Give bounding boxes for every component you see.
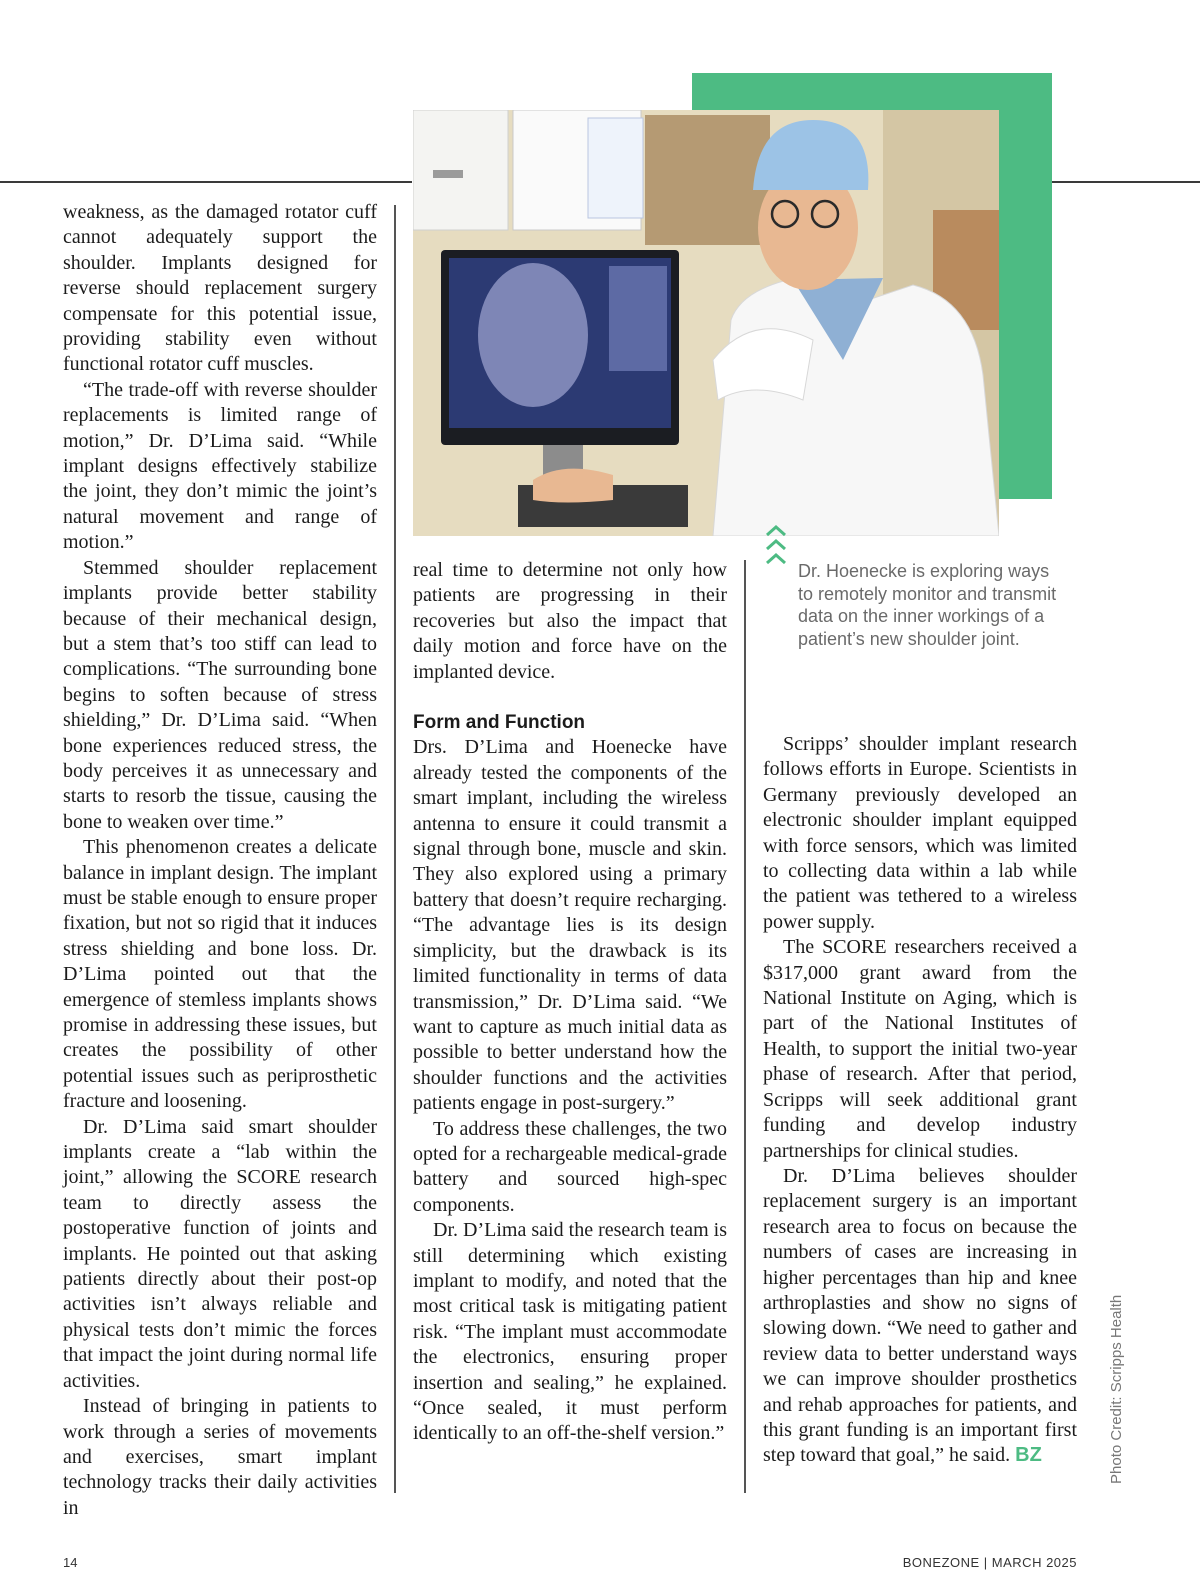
paragraph: Instead of bringing in patients to work through a series of movements and exercises, smart implant technology tracks their daily activities in xyxy=(63,1395,377,1519)
paragraph: “The trade-off with reverse shoulder replacements is limited range of motion,” Dr. D’Lima said. “While implant designs effectively stabilize the joint, they don’t mimic the joint’s natural movement and range of motion.” xyxy=(63,378,377,554)
paragraph-text: Dr. D’Lima believes shoulder replacement surgery is an important research area to focus on because the numbers of cases are increasing in higher percentages than hip and knee arthroplasties and show no signs of slowing down. “We need to gather and review data to better understand ways we can improve shoulder prosthetics and rehab approaches for patients, and this grant funding is an important first step toward that goal,” he said. xyxy=(763,1164,1077,1467)
column-2 xyxy=(413,558,727,1447)
photo-caption: Dr. Hoenecke is exploring ways to remotely monitor and transmit data on the inner workings of a patient’s new shoulder joint. xyxy=(798,561,1057,650)
doctor-photo xyxy=(413,110,999,536)
header-rule-right xyxy=(1052,181,1200,183)
paragraph: Scripps’ shoulder implant research follows efforts in Europe. Scientists in Germany previously developed an electronic shoulder implant equipped with force sensors, which was limited to collecting data within a lab while the patient was tethered to a wireless power supply. xyxy=(763,733,1077,933)
paragraph: The SCORE researchers received a $317,000 grant award from the National Institute on Aging, which is part of the National Institutes of Health, to support the initial two-year phase of research. After that period, Scripps will seek additional grant funding and develop industry partnerships for clinical studies. xyxy=(763,936,1077,1162)
paragraph: Dr. D’Lima said the research team is still determining which existing implant to modify, and noted that the most critical task is mitigating patient risk. “The implant must accommodate the electronics, ensuring proper insertion and sealing,” he explained. “Once sealed, it must perform identically to an off-the-shelf version.” xyxy=(413,1219,727,1445)
section-heading: Form and Function xyxy=(413,712,586,734)
column-3 xyxy=(763,732,1077,1469)
chevron-up-icon xyxy=(764,523,788,571)
column-1 xyxy=(63,200,377,1521)
paragraph: This phenomenon creates a delicate balance in implant design. The implant must be stable enough to ensure proper fixation, but not so rigid that it induces stress shielding and bone loss. Dr. D’Lima pointed out that the emergence of stemless implants shows promise in addressing these issues, but creates the possibility of other potential issues such as periprosthetic fracture and loosening. xyxy=(63,836,377,1113)
header-rule-left xyxy=(0,181,412,183)
column-divider-2 xyxy=(744,560,746,1493)
photo-credit: Photo Credit: Scripps Health xyxy=(1108,1294,1125,1484)
paragraph: real time to determine not only how patients are progressing in their recoveries but also the impact that daily motion and force have on the implanted device. xyxy=(413,559,727,683)
paragraph: Dr. D’Lima said smart shoulder implants create a “lab within the joint,” allowing the SCORE research team to directly assess the postoperative function of joints and implants. He pointed out that asking patients directly about their post-op activities isn’t always reliable and physical tests don’t mimic the forces that impact the joint during normal life activities. xyxy=(63,1115,377,1392)
paragraph: Stemmed shoulder replacement implants provide better stability because of their mechanical design, but a stem that’s too stiff can lead to complications. “The surrounding bone begins to soften because of stress shielding,” Dr. D’Lima said. “When bone experiences reduced stress, the body perceives it as unnecessary and starts to resorb the tissue, causing the bone to weaken over time.” xyxy=(63,556,377,833)
column-divider-1 xyxy=(394,205,396,1493)
paragraph xyxy=(763,1164,1077,1469)
publication-footer: BONEZONE | MARCH 2025 xyxy=(902,1555,1077,1570)
end-mark: BZ xyxy=(1015,1444,1042,1467)
page-number: 14 xyxy=(63,1555,78,1570)
paragraph: weakness, as the damaged rotator cuff cannot adequately support the shoulder. Implants designed for reverse should replacement surgery compensate for this potential issue, providing stability even without functional rotator cuff muscles. xyxy=(63,201,377,376)
paragraph: Drs. D’Lima and Hoenecke have already tested the components of the smart implant, including the wireless antenna to ensure it could transmit a signal through bone, muscle and skin. They also explored using a primary battery that doesn’t require recharging. “The advantage lies is its design simplicity, but the drawback is its limited functionality in terms of data transmission,” Dr. D’Lima said. “We want to capture as much initial data as possible to better understand how the shoulder functions and the activities patients engage in post-surgery.” xyxy=(413,736,727,1115)
paragraph: To address these challenges, the two opted for a rechargeable medical-grade battery and sourced high-spec components. xyxy=(413,1117,727,1216)
